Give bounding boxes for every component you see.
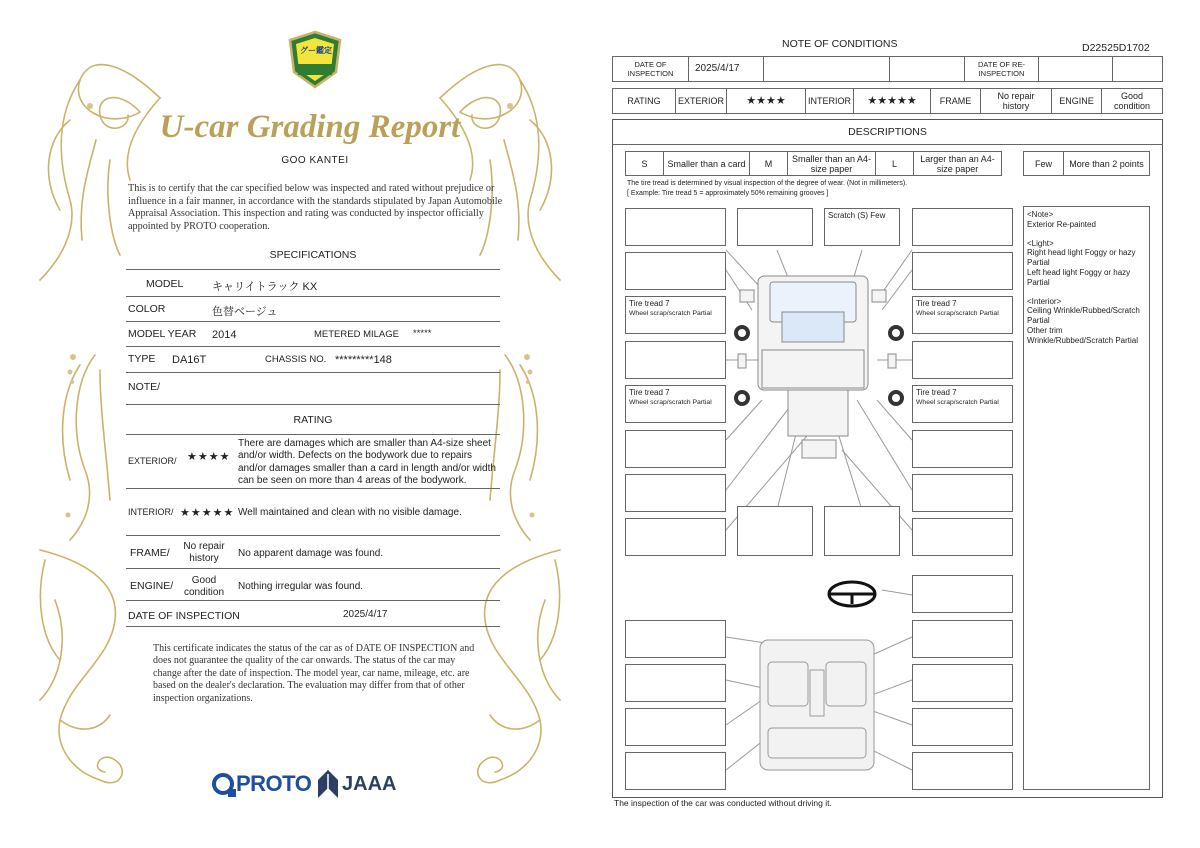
inspection-footer-note: The inspection of the car was conducted without driving it. [614, 798, 832, 808]
interior-item: Ceiling Wrinkle/Rubbed/Scratch Partial [1027, 306, 1140, 326]
condition-box [737, 208, 813, 246]
notes-panel [1023, 206, 1150, 790]
exterior-label: EXTERIOR/ [128, 456, 177, 466]
inspection-date-table [612, 56, 1163, 82]
interior-box [625, 752, 726, 790]
interior-label: INTERIOR/ [128, 507, 174, 517]
interior-stars: ★★★★★ [180, 507, 235, 519]
interior-box [912, 752, 1013, 790]
conditions-title: NOTE OF CONDITIONS [782, 38, 898, 50]
condition-box [737, 506, 813, 556]
engine-label: ENGINE/ [130, 580, 174, 592]
condition-box [625, 341, 726, 379]
rating-label: RATING [613, 89, 676, 114]
model-year-value: 2014 [212, 329, 237, 341]
type-label: TYPE [128, 353, 156, 365]
model-year-label: MODEL YEAR [128, 328, 197, 340]
engine-description: Nothing irregular was found. [238, 581, 364, 592]
badge-text: グー鑑定 [300, 46, 332, 55]
scratch-box: Scratch (S) Few [824, 208, 900, 246]
condition-box [824, 506, 900, 556]
legend-l: L [876, 152, 914, 176]
report-title [120, 100, 500, 150]
model-value: キャリイトラック KX [212, 281, 318, 293]
frame-label: FRAME [931, 89, 981, 114]
proto-mark-icon [212, 773, 234, 795]
tire-box-front-right: Tire tread 7 Wheel scrap/scratch Partial [912, 296, 1013, 334]
specifications-heading: SPECIFICATIONS [269, 249, 357, 261]
frame-value: No repair history [183, 541, 225, 564]
interior-box [625, 664, 726, 702]
note-heading: <Note> [1027, 210, 1054, 219]
exterior-stars: ★★★★ [727, 89, 806, 114]
frame-description: No apparent damage was found. [238, 548, 384, 559]
interior-box [625, 708, 726, 746]
document-id: D22525D1702 [1082, 42, 1150, 54]
legend-few-text: More than 2 points [1064, 152, 1150, 176]
proto-logo: PROTO [212, 768, 311, 800]
tread-note-2: [ Example: Tire tread 5 = approximately 50% remaining grooves ] [627, 190, 829, 197]
exterior-label: EXTERIOR [676, 89, 727, 114]
rating-table [612, 88, 1163, 114]
date-label: DATE OF INSPECTION [128, 610, 240, 622]
condition-box [912, 474, 1013, 512]
light-item: Left head light Foggy or hazy Partial [1027, 267, 1131, 287]
condition-box [912, 575, 1013, 613]
note-label: NOTE/ [128, 381, 161, 393]
legend-s: S [626, 152, 664, 176]
legend-m-text: Smaller than an A4-size paper [788, 152, 876, 176]
intro-text: This is to certify that the car specified below was inspected and rated without prejudice or influence in a fair manner, in accordance with the standards stipulated by Japan Automobile Appraisal Association. This inspection and rating was conducted by inspector officially appointed by PROTO cooperation. [128, 183, 503, 232]
interior-stars: ★★★★★ [854, 89, 931, 114]
condition-box [625, 518, 726, 556]
tread-note-1: The tire tread is determined by visual inspection of the degree of wear. (Not in millimeters). [627, 180, 908, 187]
tire-box-front-left: Tire tread 7 Wheel scrap/scratch Partial [625, 296, 726, 334]
engine-value: Good condition [1102, 89, 1163, 114]
interior-item: Other trim Wrinkle/Rubbed/Scratch Partial [1027, 325, 1139, 345]
jaaa-mark-icon [318, 770, 338, 798]
condition-box [625, 252, 726, 290]
interior-box [912, 708, 1013, 746]
svg-text:U-car Grading Report: U-car Grading Report [159, 109, 461, 145]
interior-label: INTERIOR [806, 89, 854, 114]
goo-kantei-badge [286, 30, 344, 90]
legend-few: Few [1024, 152, 1064, 176]
chassis-label: CHASSIS NO. [265, 354, 327, 365]
condition-box [912, 341, 1013, 379]
mileage-value: ***** [413, 328, 432, 339]
engine-value: Good condition [183, 575, 225, 598]
color-label: COLOR [128, 303, 166, 315]
descriptions-heading: DESCRIPTIONS [612, 119, 1163, 145]
legend-m: M [750, 152, 788, 176]
exterior-description: There are damages which are smaller than A4-size sheet and/or width. Defects on the bodywork due to repairs and/or damages smaller than a card in length and/or width can be seen on more than 4 areas of the bodywork. [238, 438, 496, 487]
legend-s-text: Smaller than a card [664, 152, 750, 176]
rating-heading: RATING [293, 414, 333, 426]
condition-box [912, 430, 1013, 468]
date-value: 2025/4/17 [343, 609, 388, 620]
certificate-footer-text: This certificate indicates the status of the car as of DATE OF INSPECTION and does not guarantee the quality of the car onwards. The status of the car may change after the date of inspection. The model year, car name, mileage, etc. are based on the dealer's declaration. The evaluation may differ from that of other inspection organizations. [153, 643, 475, 704]
condition-box [625, 474, 726, 512]
tire-box-rear-right: Tire tread 7 Wheel scrap/scratch Partial [912, 385, 1013, 423]
light-heading: <Light> [1027, 238, 1054, 248]
light-item: Right head light Foggy or hazy Partial [1027, 248, 1136, 268]
date-of-inspection-label: DATE OF INSPECTION [613, 57, 689, 82]
model-label: MODEL [146, 278, 184, 290]
condition-box [625, 208, 726, 246]
note-item: Exterior Re-painted [1027, 219, 1096, 229]
interior-box [912, 620, 1013, 658]
condition-box [625, 430, 726, 468]
date-of-inspection-value: 2025/4/17 [689, 57, 764, 82]
jaaa-logo: JAAA [318, 768, 396, 800]
exterior-stars: ★★★★ [187, 451, 231, 463]
few-legend [1023, 151, 1150, 176]
mileage-label: METERED MILAGE [314, 329, 399, 340]
frame-label: FRAME/ [130, 547, 170, 559]
subtitle: GOO KANTEI [281, 155, 349, 166]
interior-description: Well maintained and clean with no visible damage. [238, 507, 462, 518]
interior-box [625, 620, 726, 658]
tire-box-rear-left: Tire tread 7 Wheel scrap/scratch Partial [625, 385, 726, 423]
size-legend [625, 151, 1002, 176]
date-of-reinspection-label: DATE OF RE-INSPECTION [965, 57, 1039, 82]
frame-value: No repair history [981, 89, 1052, 114]
steering-wheel-icon [829, 582, 875, 606]
condition-box [912, 208, 1013, 246]
interior-box [912, 664, 1013, 702]
condition-box [912, 518, 1013, 556]
legend-l-text: Larger than an A4-size paper [914, 152, 1002, 176]
type-value: DA16T [172, 354, 207, 366]
color-value: 色替ベージュ [212, 306, 278, 318]
condition-box [912, 252, 1013, 290]
engine-label: ENGINE [1052, 89, 1102, 114]
chassis-value: *********148 [335, 354, 392, 366]
interior-heading: <Interior> [1027, 296, 1062, 306]
